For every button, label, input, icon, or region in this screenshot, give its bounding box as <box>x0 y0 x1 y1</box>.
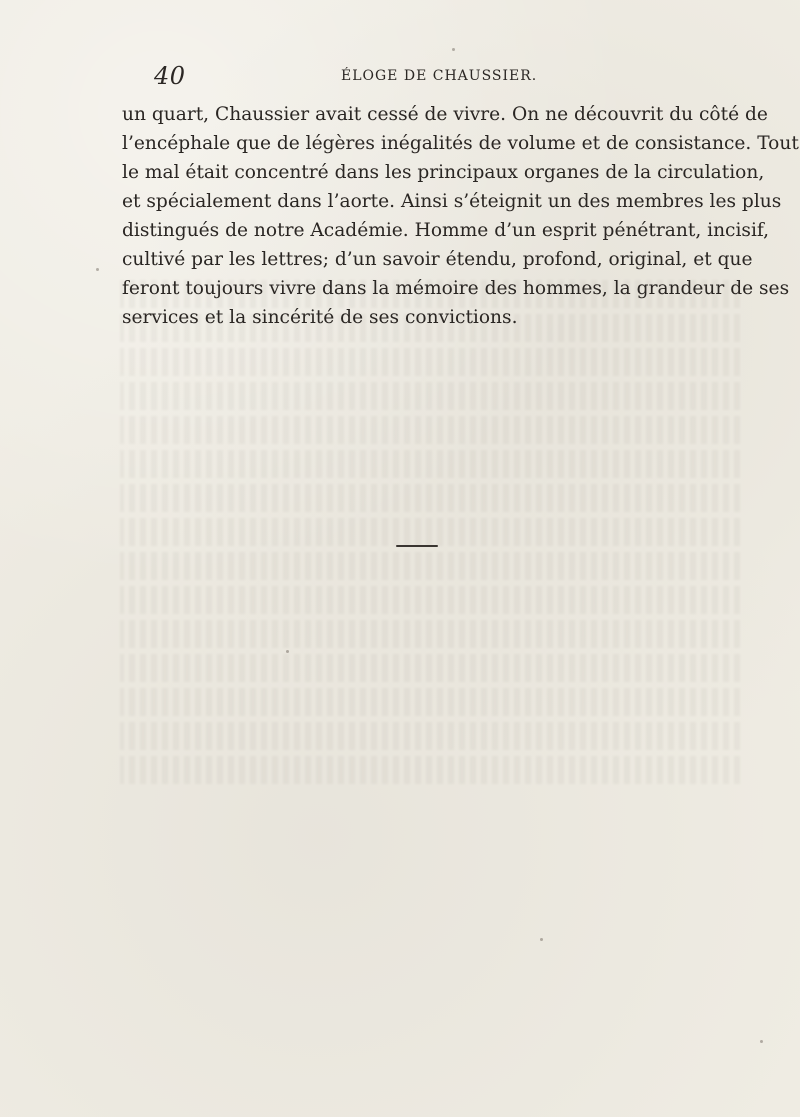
text-line: services et la sincérité de ses convictions. <box>122 307 518 328</box>
text-line: feront toujours vivre dans la mémoire des hommes, la grandeur de ses <box>122 278 790 299</box>
text-line: cultivé par les lettres; d’un savoir étendu, profond, original, et que <box>122 249 753 270</box>
page-number: 40 <box>154 62 186 90</box>
paper-speck <box>96 268 99 271</box>
body-paragraph <box>122 100 799 332</box>
text-line: et spécialement dans l’aorte. Ainsi s’éteignit un des membres les plus <box>122 191 782 212</box>
section-end-rule <box>396 545 438 547</box>
paper-speck <box>452 48 455 51</box>
paper-speck <box>286 650 289 653</box>
paper-speck <box>760 1040 763 1043</box>
page-header <box>154 62 714 94</box>
text-line: le mal était concentré dans les principaux organes de la circulation, <box>122 162 765 183</box>
running-head: ÉLOGE DE CHAUSSIER. <box>341 68 538 84</box>
text-line: distingués de notre Académie. Homme d’un esprit pénétrant, incisif, <box>122 220 770 241</box>
text-line: un quart, Chaussier avait cessé de vivre. On ne découvrit du côté de <box>122 104 768 125</box>
bleed-through-text <box>120 280 740 800</box>
text-line: l’encéphale que de légères inégalités de volume et de consistance. Tout <box>122 133 799 154</box>
paper-speck <box>540 938 543 941</box>
